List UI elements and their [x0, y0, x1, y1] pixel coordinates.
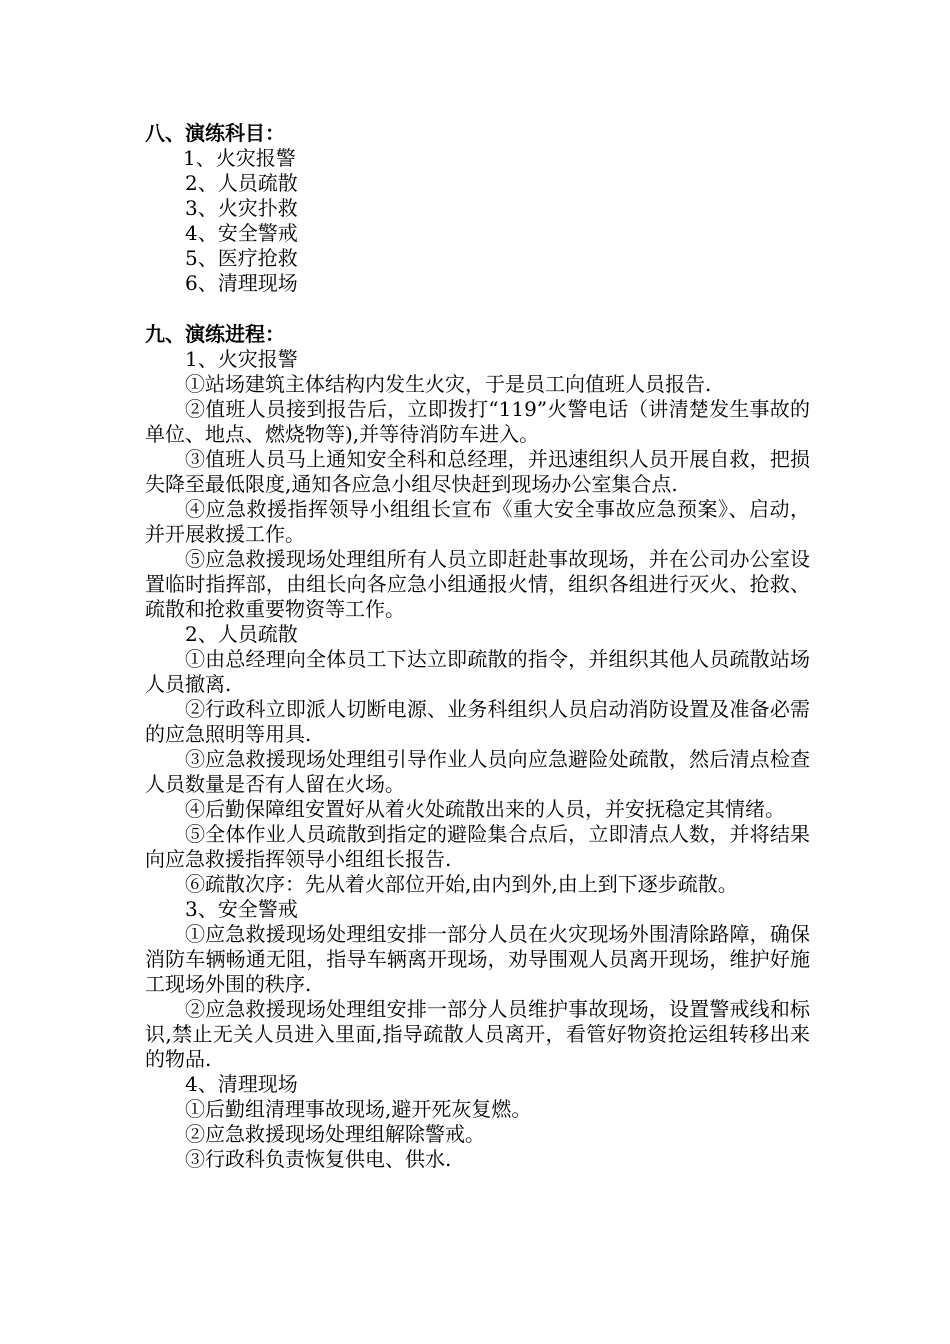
drill-item-6: 6、清理现场 — [185, 271, 298, 295]
process-step-2-para-5: ⑤全体作业人员疏散到指定的避险集合点后，立即清点人数，并将结果向应急救援指挥领导小组组长报告. — [145, 822, 810, 871]
document-body — [145, 120, 810, 1172]
process-step-4-para-1: ①后勤组清理事故现场,避开死灰复燃。 — [185, 1097, 532, 1121]
process-step-4-title: 4、清理现场 — [185, 1072, 298, 1096]
process-step-1-para-2: ②值班人员接到报告后，立即拨打“119”火警电话（讲清楚发生事故的单位、地点、燃烧物等),并等待消防车进入。 — [145, 397, 810, 446]
process-step-1-title: 1、火灾报警 — [185, 347, 298, 371]
process-step-1-para-5: ⑤应急救援现场处理组所有人员立即赶赴事故现场，并在公司办公室设置临时指挥部，由组长向各应急小组通报火情，组织各组进行灭火、抢救、疏散和抢救重要物资等工作。 — [145, 547, 810, 621]
section-8-heading: 八、演练科目： — [145, 121, 285, 145]
process-step-1-para-1: ①站场建筑主体结构内发生火灾，于是员工向值班人员报告. — [185, 372, 712, 396]
section-gap — [145, 296, 810, 321]
process-step-1-para-3: ③值班人员马上通知安全科和总经理，并迅速组织人员开展自救，把损失降至最低限度,通知各应急小组尽快赶到现场办公室集合点. — [145, 447, 810, 496]
process-step-2-para-2: ②行政科立即派人切断电源、业务科组织人员启动消防设置及准备必需的应急照明等用具. — [145, 697, 810, 746]
process-step-3-para-1: ①应急救援现场处理组安排一部分人员在火灾现场外围清除路障，确保消防车辆畅通无阻，指导车辆离开现场，劝导围观人员离开现场，维护好施工现场外围的秩序. — [145, 922, 810, 996]
drill-item-5: 5、医疗抢救 — [185, 246, 298, 270]
process-step-2-para-1: ①由总经理向全体员工下达立即疏散的指令，并组织其他人员疏散站场人员撤离. — [145, 647, 810, 696]
process-step-2-para-4: ④后勤保障组安置好从着火处疏散出来的人员，并安抚稳定其情绪。 — [185, 797, 785, 821]
drill-item-2: 2、人员疏散 — [185, 171, 298, 195]
section-9-heading: 九、演练进程： — [145, 322, 285, 346]
process-step-1-para-4: ④应急救援指挥领导小组组长宣布《重大安全事故应急预案》、启动，并开展救援工作。 — [145, 497, 810, 546]
process-step-3-para-2: ②应急救援现场处理组安排一部分人员维护事故现场，设置警戒线和标识,禁止无关人员进入里面,指导疏散人员离开，看管好物资抢运组转移出来的物品. — [145, 997, 810, 1071]
process-step-3-title: 3、安全警戒 — [185, 897, 298, 921]
process-step-2-para-3: ③应急救援现场处理组引导作业人员向应急避险处疏散，然后清点检查人员数量是否有人留在火场。 — [145, 747, 810, 796]
drill-item-4: 4、安全警戒 — [185, 221, 298, 245]
drill-item-3: 3、火灾扑救 — [185, 196, 298, 220]
drill-item-1: 1、火灾报警 — [183, 146, 296, 170]
process-step-2-para-6: ⑥疏散次序：先从着火部位开始,由内到外,由上到下逐步疏散。 — [185, 872, 738, 896]
process-step-4-para-2: ②应急救援现场处理组解除警戒。 — [185, 1122, 485, 1146]
process-step-4-para-3: ③行政科负责恢复供电、供水. — [185, 1147, 452, 1171]
process-step-2-title: 2、人员疏散 — [185, 622, 298, 646]
